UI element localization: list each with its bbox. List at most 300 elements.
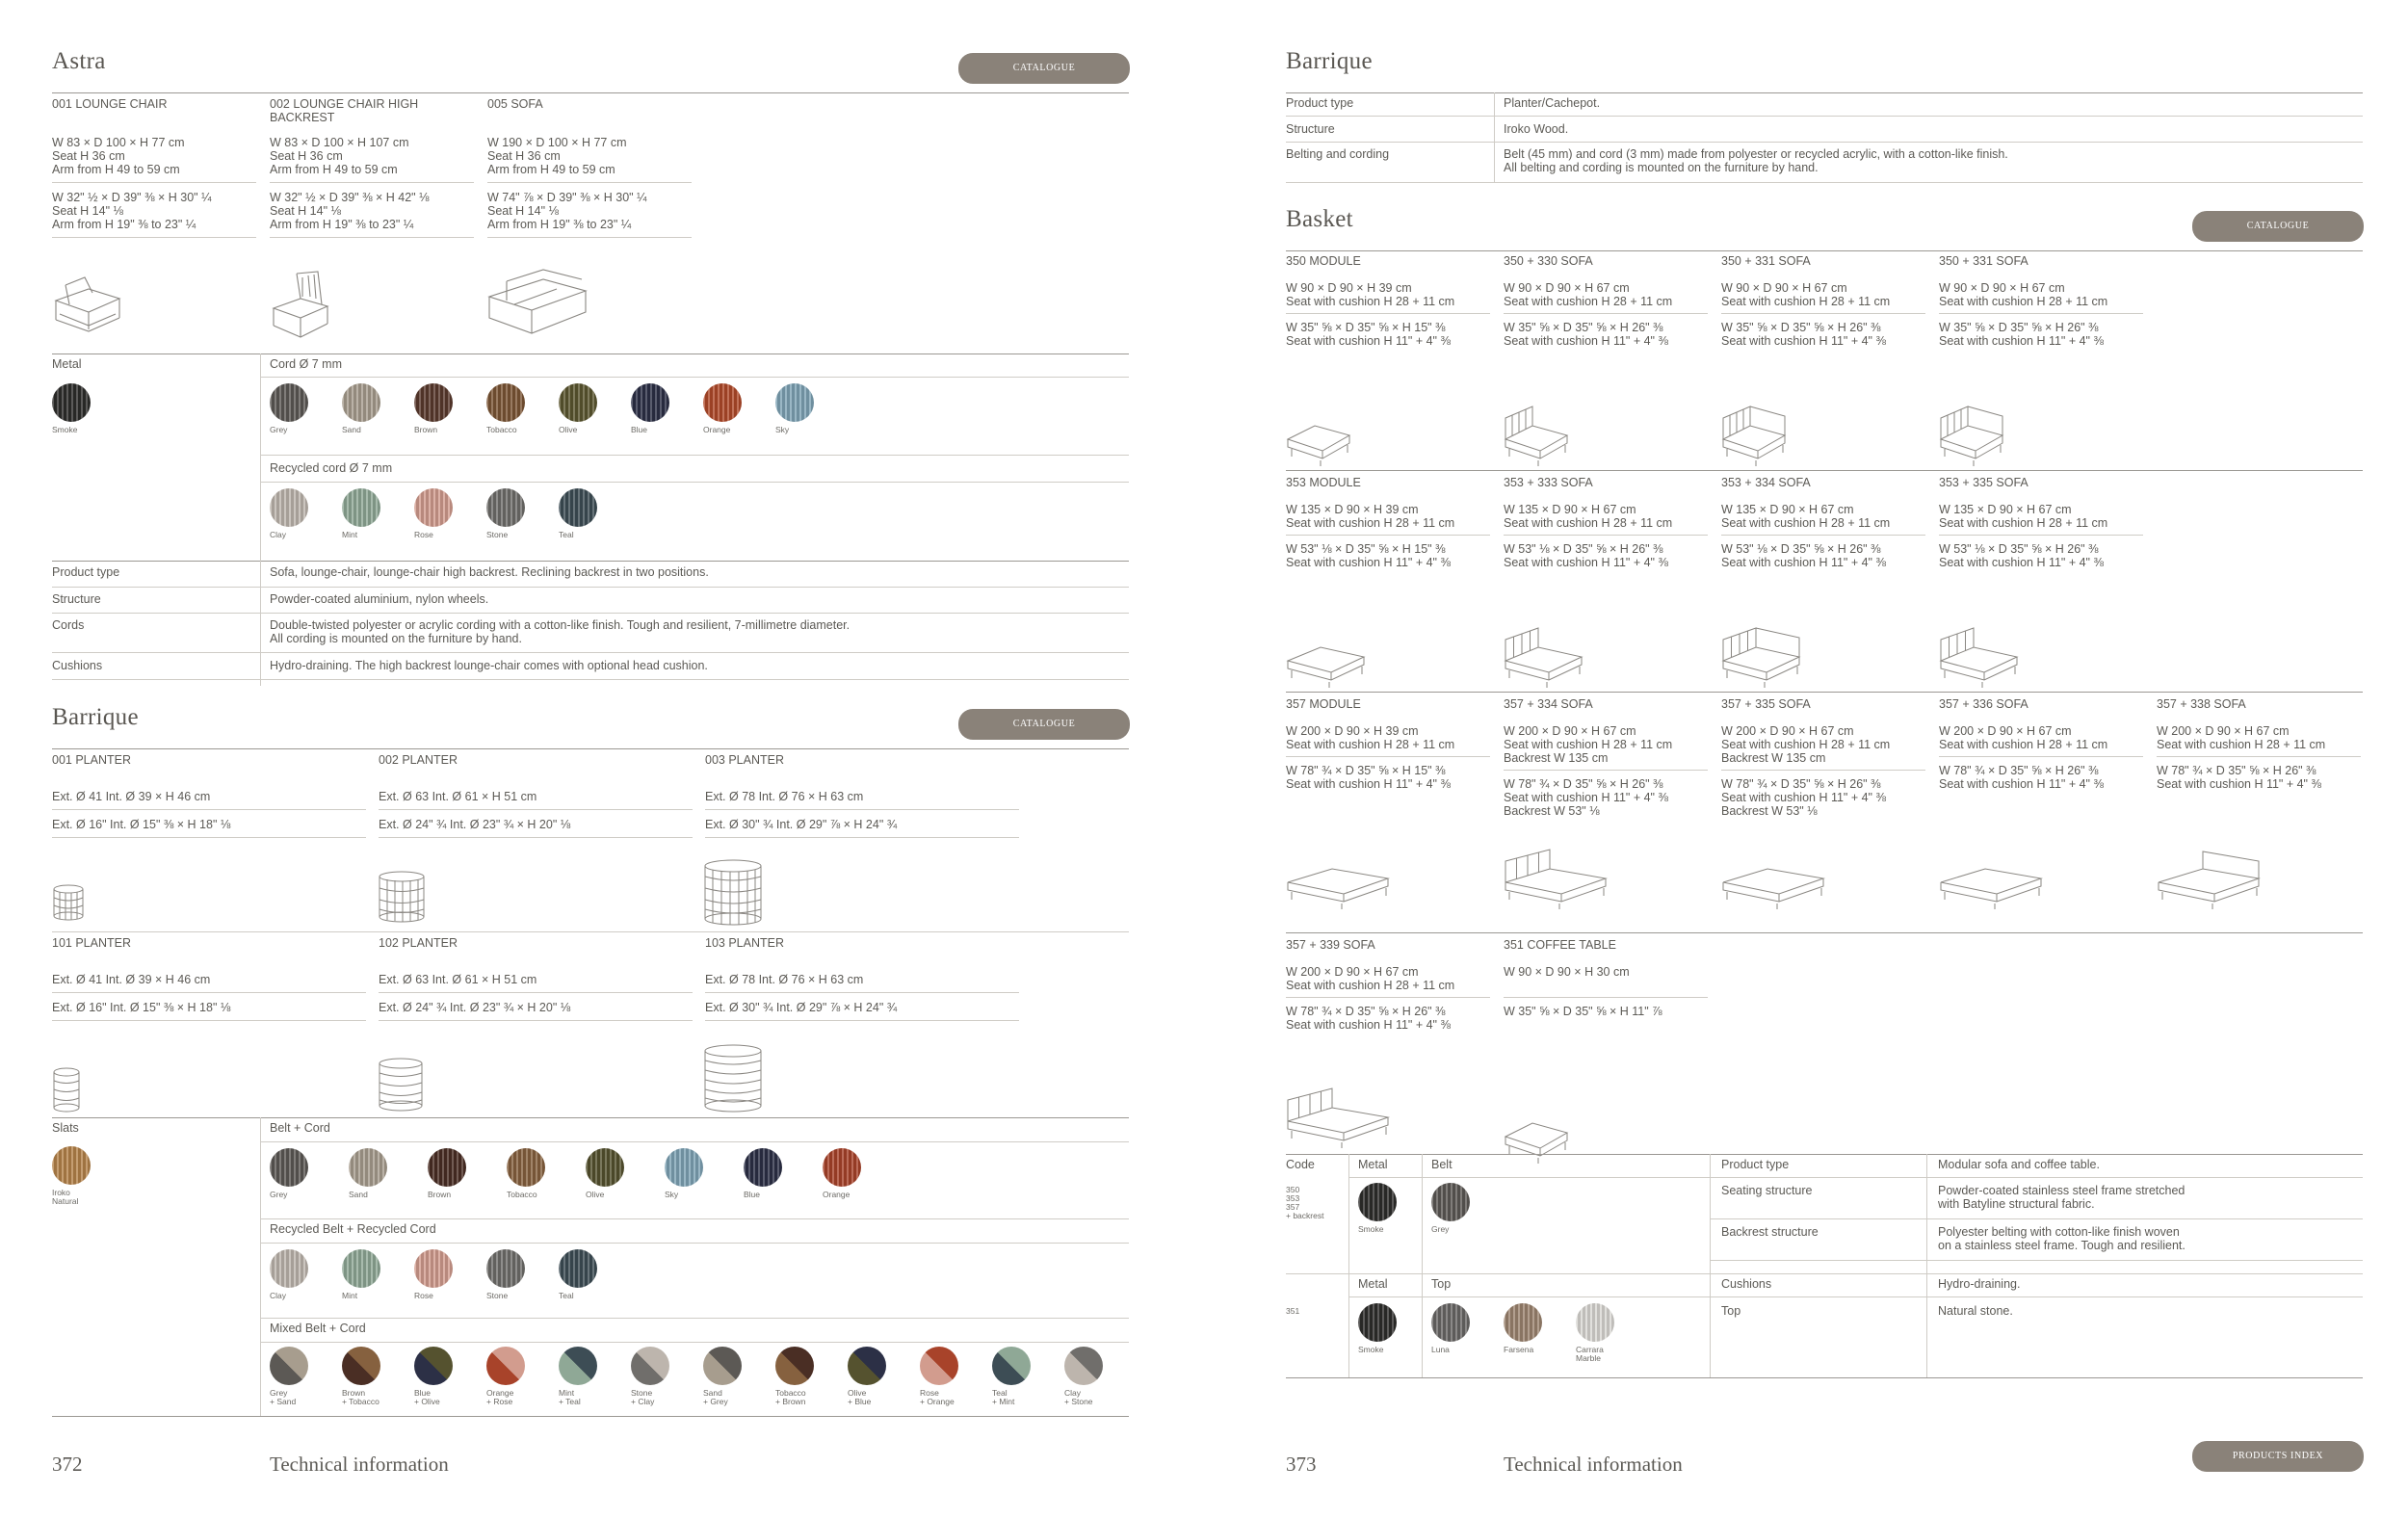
- divider: [705, 992, 1019, 993]
- color-swatch[interactable]: [848, 1347, 886, 1385]
- dim-metric: W 200 × D 90 × H 67 cm: [1504, 724, 1636, 738]
- swatch-label: + Brown: [775, 1397, 806, 1406]
- spec-key: Top: [1721, 1304, 1741, 1318]
- color-swatch[interactable]: [270, 1347, 308, 1385]
- swatch-label: Smoke: [52, 425, 78, 434]
- dim-imperial: W 78" ¾ × D 35" ⅝ × H 26" ⅜: [2157, 764, 2316, 777]
- sofa-illustration: [2157, 840, 2263, 913]
- swatch-label: + Blue: [848, 1397, 872, 1406]
- spec-key: Cushions: [52, 659, 103, 672]
- dim-imperial: Ext. Ø 30" ¾ Int. Ø 29" ⅞ × H 24" ¾: [705, 1001, 898, 1014]
- dim-metric: W 200 × D 90 × H 67 cm: [1286, 965, 1419, 979]
- spec-value: All cording is mounted on the furniture by hand.: [270, 632, 522, 645]
- swatch-label: + Olive: [414, 1397, 440, 1406]
- top-label: Top: [1431, 1277, 1452, 1291]
- color-swatch[interactable]: [414, 383, 453, 422]
- divider: [52, 613, 1129, 614]
- dim-metric: Seat with cushion H 28 + 11 cm: [1939, 516, 2108, 530]
- dim-metric: Seat with cushion H 28 + 11 cm: [1939, 738, 2108, 751]
- divider: [270, 237, 474, 238]
- swatch-label: Brown: [428, 1190, 452, 1199]
- dim-imperial: Seat with cushion H 11" + 4" ⅜: [1286, 777, 1451, 791]
- color-swatch[interactable]: [586, 1148, 624, 1187]
- color-swatch[interactable]: [631, 1347, 669, 1385]
- dim-imperial: W 35" ⅝ × D 35" ⅝ × H 11" ⅞: [1504, 1005, 1662, 1018]
- product-name: 002 PLANTER: [379, 753, 458, 767]
- color-swatch[interactable]: [775, 1347, 814, 1385]
- color-swatch[interactable]: [703, 1347, 742, 1385]
- color-swatch[interactable]: [270, 383, 308, 422]
- dim-imperial: Seat H 14" ⅛: [52, 204, 123, 218]
- swatch-label: Orange: [703, 425, 731, 434]
- footer-title: Technical information: [1504, 1453, 1683, 1476]
- divider: [379, 1020, 693, 1021]
- color-swatch[interactable]: [342, 1249, 380, 1288]
- swatch-label: Rose: [414, 1291, 433, 1300]
- divider: [52, 1020, 366, 1021]
- dim-metric: Seat with cushion H 28 + 11 cm: [1504, 516, 1673, 530]
- dim-imperial: W 32" ½ × D 39" ⅜ × H 30" ¼: [52, 191, 212, 204]
- divider: [1348, 1154, 1349, 1377]
- color-swatch[interactable]: [342, 488, 380, 527]
- product-name: 353 + 335 SOFA: [1939, 476, 2028, 489]
- spec-key: Belting and cording: [1286, 147, 1390, 161]
- spec-value: Double-twisted polyester or acrylic cording with a cotton-like finish. Tough and resilient, 7-millimetre diameter.: [270, 618, 851, 632]
- divider: [1710, 1218, 2363, 1219]
- sofa-illustration: [1939, 618, 2021, 692]
- color-swatch[interactable]: [486, 1347, 525, 1385]
- swatch-label: Teal: [559, 1291, 574, 1300]
- dim-metric: Seat H 36 cm: [52, 149, 125, 163]
- swatch-label: Luna: [1431, 1345, 1450, 1354]
- swatch-label: Blue: [414, 1388, 432, 1398]
- swatch-label: Marble: [1576, 1353, 1601, 1363]
- product-code: + backrest: [1286, 1211, 1324, 1220]
- spec-key: Structure: [1286, 122, 1335, 136]
- dim-imperial: Ext. Ø 24" ¾ Int. Ø 23" ¾ × H 20" ⅛: [379, 818, 571, 831]
- divider: [1504, 997, 1708, 998]
- color-swatch[interactable]: [559, 1347, 597, 1385]
- color-swatch[interactable]: [342, 383, 380, 422]
- divider: [487, 237, 692, 238]
- dim-metric: W 200 × D 90 × H 39 cm: [1286, 724, 1419, 738]
- divider: [1286, 182, 2363, 183]
- divider: [1286, 932, 2363, 933]
- divider: [1286, 116, 2363, 117]
- footer-title: Technical information: [270, 1453, 449, 1476]
- product-name: BACKREST: [270, 111, 335, 124]
- color-swatch[interactable]: [1064, 1347, 1103, 1385]
- product-name: 357 + 339 SOFA: [1286, 938, 1375, 952]
- color-swatch[interactable]: [665, 1148, 703, 1187]
- divider: [52, 837, 366, 838]
- dim-metric: Seat with cushion H 28 + 11 cm: [1939, 295, 2108, 308]
- dim-imperial: Seat with cushion H 11" + 4" ⅜: [1504, 334, 1668, 348]
- swatch-label: Mint: [559, 1388, 575, 1398]
- basket-catalogue-button[interactable]: CATALOGUE: [2192, 211, 2364, 242]
- swatch-label: Olive: [586, 1190, 605, 1199]
- divider: [52, 652, 1129, 653]
- dim-imperial: Seat with cushion H 11" + 4" ⅜: [1721, 791, 1886, 804]
- divider: [487, 182, 692, 183]
- astra-catalogue-button[interactable]: CATALOGUE: [958, 53, 1130, 84]
- dim-imperial: W 53" ⅛ × D 35" ⅝ × H 26" ⅜: [1939, 542, 2099, 556]
- dim-imperial: Seat with cushion H 11" + 4" ⅜: [1286, 334, 1451, 348]
- product-name: 001 LOUNGE CHAIR: [52, 97, 168, 111]
- dim-metric: W 200 × D 90 × H 67 cm: [1721, 724, 1854, 738]
- dim-metric: Ext. Ø 78 Int. Ø 76 × H 63 cm: [705, 790, 864, 803]
- divider: [1721, 770, 1925, 771]
- dim-imperial: Seat H 14" ⅛: [487, 204, 559, 218]
- planter-tall-large-illustration: [703, 1044, 763, 1113]
- planter-medium-illustration: [378, 871, 426, 925]
- product-name: 101 PLANTER: [52, 936, 131, 950]
- spec-value: Modular sofa and coffee table.: [1938, 1158, 2100, 1171]
- spec-value: Hydro-draining.: [1938, 1277, 2021, 1291]
- color-swatch[interactable]: [486, 488, 525, 527]
- divider: [1286, 535, 1490, 536]
- divider: [1721, 313, 1925, 314]
- spec-value: Hydro-draining. The high backrest lounge-chair comes with optional head cushion.: [270, 659, 708, 672]
- product-illustration: [1504, 618, 1585, 696]
- divider: [1721, 535, 1925, 536]
- dim-imperial: Seat H 14" ⅛: [270, 204, 341, 218]
- color-swatch[interactable]: [342, 1347, 380, 1385]
- color-swatch[interactable]: [486, 383, 525, 422]
- dim-imperial: Seat with cushion H 11" + 4" ⅜: [2157, 777, 2321, 791]
- color-swatch[interactable]: [1504, 1303, 1542, 1342]
- divider: [1710, 1296, 2363, 1297]
- product-name: 350 + 330 SOFA: [1504, 254, 1593, 268]
- product-name: 353 + 333 SOFA: [1504, 476, 1593, 489]
- color-swatch[interactable]: [559, 1249, 597, 1288]
- sofa-illustration: [1504, 618, 1585, 692]
- swatch-label: Natural: [52, 1196, 79, 1206]
- sofa-illustration: [485, 258, 591, 345]
- spec-value: on a stainless steel frame. Tough and resilient.: [1938, 1239, 2186, 1252]
- swatch-label: Teal: [992, 1388, 1008, 1398]
- divider: [1286, 756, 1490, 757]
- color-swatch[interactable]: [631, 383, 669, 422]
- sofa-illustration: [1286, 840, 1392, 913]
- dim-metric: W 135 × D 90 × H 67 cm: [1721, 503, 1854, 516]
- products-index-button[interactable]: PRODUCTS INDEX: [2192, 1441, 2364, 1472]
- metal-label: Metal: [1358, 1277, 1388, 1291]
- divider: [260, 377, 1129, 378]
- dim-imperial: W 78" ¾ × D 35" ⅝ × H 26" ⅜: [1286, 1005, 1446, 1018]
- color-swatch[interactable]: [52, 383, 91, 422]
- color-swatch[interactable]: [428, 1148, 466, 1187]
- spec-value: Powder-coated stainless steel frame stretched: [1938, 1184, 2186, 1197]
- dim-metric: W 135 × D 90 × H 39 cm: [1286, 503, 1419, 516]
- swatch-label: + Orange: [920, 1397, 955, 1406]
- belt-label: Belt: [1431, 1158, 1453, 1171]
- divider: [379, 837, 693, 838]
- product-code: 353: [1286, 1193, 1300, 1203]
- dim-imperial: W 78" ¾ × D 35" ⅝ × H 26" ⅜: [1504, 777, 1663, 791]
- sofa-illustration: [1286, 618, 1368, 692]
- color-swatch[interactable]: [1576, 1303, 1614, 1342]
- product-illustration: [1504, 397, 1571, 475]
- divider: [1286, 692, 2363, 693]
- color-swatch[interactable]: [52, 1146, 91, 1185]
- swatch-label: + Sand: [270, 1397, 297, 1406]
- swatch-label: Tobacco: [486, 425, 517, 434]
- barrique-catalogue-button[interactable]: CATALOGUE: [958, 709, 1130, 740]
- swatch-label: Grey: [270, 425, 288, 434]
- dim-imperial: W 53" ⅛ × D 35" ⅝ × H 26" ⅜: [1504, 542, 1663, 556]
- dim-metric: W 90 × D 90 × H 30 cm: [1504, 965, 1630, 979]
- dim-imperial: Arm from H 19" ⅜ to 23" ¼: [52, 218, 196, 231]
- dim-metric: W 90 × D 90 × H 67 cm: [1504, 281, 1630, 295]
- swatch-label: Tobacco: [507, 1190, 537, 1199]
- page-number: 373: [1286, 1453, 1317, 1476]
- sofa-illustration: [1504, 1094, 1571, 1167]
- dim-metric: Seat with cushion H 28 + 11 cm: [1286, 295, 1455, 308]
- product-illustration: [1939, 397, 2006, 475]
- divider: [52, 237, 256, 238]
- spec-value: with Batyline structural fabric.: [1938, 1197, 2095, 1211]
- divider: [1286, 1273, 2363, 1274]
- planter-tall-small-illustration: [52, 1067, 81, 1113]
- divider: [1939, 313, 2143, 314]
- dim-metric: W 190 × D 100 × H 77 cm: [487, 136, 627, 149]
- dim-imperial: Arm from H 19" ⅜ to 23" ¼: [487, 218, 632, 231]
- product-illustration: [1939, 618, 2021, 696]
- lounge-chair-illustration: [50, 272, 127, 349]
- divider: [1348, 1296, 1710, 1297]
- dim-metric: Seat H 36 cm: [270, 149, 343, 163]
- color-swatch[interactable]: [703, 383, 742, 422]
- divider: [1710, 1260, 2363, 1261]
- swatch-label: Grey: [270, 1388, 288, 1398]
- dim-metric: W 200 × D 90 × H 67 cm: [1939, 724, 2072, 738]
- swatch-label: Tobacco: [775, 1388, 806, 1398]
- divider: [260, 561, 261, 679]
- dim-metric: Arm from H 49 to 59 cm: [487, 163, 615, 176]
- product-name: 102 PLANTER: [379, 936, 458, 950]
- color-swatch[interactable]: [270, 1148, 308, 1187]
- color-swatch[interactable]: [414, 488, 453, 527]
- dim-imperial: Ext. Ø 16" Int. Ø 15" ⅜ × H 18" ⅛: [52, 818, 231, 831]
- product-illustration: [1721, 840, 1827, 918]
- dim-imperial: Backrest W 53" ⅛: [1721, 804, 1818, 818]
- swatch-label: Sky: [665, 1190, 679, 1199]
- spec-key: Backrest structure: [1721, 1225, 1819, 1239]
- divider: [1926, 1154, 1927, 1377]
- product-name: 353 MODULE: [1286, 476, 1361, 489]
- product-illustration: [1286, 618, 1368, 696]
- product-name: 351 COFFEE TABLE: [1504, 938, 1616, 952]
- spec-value: All belting and cording is mounted on the furniture by hand.: [1504, 161, 1819, 174]
- color-swatch[interactable]: [414, 1347, 453, 1385]
- product-name: 357 + 338 SOFA: [2157, 697, 2246, 711]
- divider: [270, 182, 474, 183]
- dim-metric: Backrest W 135 cm: [1721, 751, 1826, 765]
- dim-imperial: W 53" ⅛ × D 35" ⅝ × H 15" ⅜: [1286, 542, 1446, 556]
- divider: [2157, 756, 2361, 757]
- divider: [1286, 470, 2363, 471]
- swatch-label: Teal: [559, 530, 574, 539]
- swatch-label: Sand: [349, 1190, 368, 1199]
- color-swatch[interactable]: [486, 1249, 525, 1288]
- basket-title: Basket: [1286, 206, 1353, 232]
- divider: [1286, 250, 2363, 251]
- divider: [260, 1218, 1129, 1219]
- dim-imperial: Seat with cushion H 11" + 4" ⅜: [1939, 556, 2104, 569]
- dim-metric: Seat with cushion H 28 + 11 cm: [1721, 738, 1891, 751]
- divider: [1504, 313, 1708, 314]
- cord-label: Cord Ø 7 mm: [270, 357, 343, 371]
- dim-metric: Seat with cushion H 28 + 11 cm: [1286, 516, 1455, 530]
- dim-imperial: Seat with cushion H 11" + 4" ⅜: [1504, 791, 1668, 804]
- product-illustration: [1286, 840, 1392, 918]
- planter-tall-medium-illustration: [378, 1058, 424, 1113]
- swatch-label: Carrara: [1576, 1345, 1604, 1354]
- barrique-title: Barrique: [52, 704, 139, 730]
- divider: [52, 992, 366, 993]
- recycled-cord-label: Recycled cord Ø 7 mm: [270, 461, 393, 475]
- dim-metric: W 200 × D 90 × H 67 cm: [2157, 724, 2290, 738]
- divider: [260, 1318, 1129, 1319]
- swatch-label: Clay: [270, 1291, 287, 1300]
- color-swatch[interactable]: [823, 1148, 861, 1187]
- swatch-label: Orange: [823, 1190, 851, 1199]
- divider: [1286, 1377, 2363, 1378]
- swatch-label: Sand: [703, 1388, 722, 1398]
- swatch-label: Farsena: [1504, 1345, 1534, 1354]
- divider: [1504, 770, 1708, 771]
- recycled-belt-label: Recycled Belt + Recycled Cord: [270, 1222, 436, 1236]
- dim-imperial: W 78" ¾ × D 35" ⅝ × H 26" ⅜: [1939, 764, 2099, 777]
- divider: [1710, 1177, 2363, 1178]
- spec-key: Seating structure: [1721, 1184, 1813, 1197]
- product-illustration: [1939, 840, 2045, 918]
- divider: [260, 1141, 1129, 1142]
- dim-imperial: W 35" ⅝ × D 35" ⅝ × H 26" ⅜: [1939, 321, 2099, 334]
- divider: [1939, 756, 2143, 757]
- product-name: 002 LOUNGE CHAIR HIGH: [270, 97, 419, 111]
- product-name: 353 + 334 SOFA: [1721, 476, 1811, 489]
- swatch-label: Grey: [270, 1190, 288, 1199]
- dim-metric: W 90 × D 90 × H 39 cm: [1286, 281, 1412, 295]
- dim-imperial: Seat with cushion H 11" + 4" ⅜: [1939, 777, 2104, 791]
- spec-value: Polyester belting with cotton-like finish woven: [1938, 1225, 2180, 1239]
- dim-metric: Arm from H 49 to 59 cm: [270, 163, 398, 176]
- dim-metric: W 135 × D 90 × H 67 cm: [1504, 503, 1636, 516]
- color-swatch[interactable]: [775, 383, 814, 422]
- divider: [705, 837, 1019, 838]
- dim-metric: Seat with cushion H 28 + 11 cm: [1504, 295, 1673, 308]
- dim-metric: Ext. Ø 63 Int. Ø 61 × H 51 cm: [379, 790, 537, 803]
- spec-value: Belt (45 mm) and cord (3 mm) made from polyester or recycled acrylic, with a cotton-like finish.: [1504, 147, 2008, 161]
- color-swatch[interactable]: [559, 488, 597, 527]
- color-swatch[interactable]: [1358, 1303, 1397, 1342]
- swatch-label: Clay: [1064, 1388, 1082, 1398]
- spec-value: Iroko Wood.: [1504, 122, 1569, 136]
- dim-imperial: W 78" ¾ × D 35" ⅝ × H 26" ⅜: [1721, 777, 1881, 791]
- swatch-label: + Clay: [631, 1397, 655, 1406]
- dim-imperial: Ext. Ø 30" ¾ Int. Ø 29" ⅞ × H 24" ¾: [705, 818, 898, 831]
- sofa-illustration: [1504, 840, 1610, 913]
- swatch-label: + Tobacco: [342, 1397, 380, 1406]
- color-swatch[interactable]: [349, 1148, 387, 1187]
- product-name: 350 + 331 SOFA: [1721, 254, 1811, 268]
- swatch-label: Blue: [631, 425, 648, 434]
- dim-imperial: W 35" ⅝ × D 35" ⅝ × H 26" ⅜: [1504, 321, 1663, 334]
- dim-metric: W 90 × D 90 × H 67 cm: [1939, 281, 2065, 295]
- product-name: 357 + 336 SOFA: [1939, 697, 2028, 711]
- swatch-label: + Stone: [1064, 1397, 1093, 1406]
- color-swatch[interactable]: [559, 383, 597, 422]
- lounge-chair-high-illustration: [268, 270, 335, 347]
- color-swatch[interactable]: [270, 488, 308, 527]
- color-swatch[interactable]: [1358, 1183, 1397, 1221]
- dim-imperial: W 74" ⅞ × D 39" ⅜ × H 30" ¼: [487, 191, 647, 204]
- sofa-illustration: [1721, 397, 1789, 470]
- spec-value: Natural stone.: [1938, 1304, 2013, 1318]
- slats-label: Slats: [52, 1121, 79, 1135]
- color-swatch[interactable]: [744, 1148, 782, 1187]
- divider: [1286, 997, 1490, 998]
- swatch-label: + Rose: [486, 1397, 513, 1406]
- product-name: 357 + 334 SOFA: [1504, 697, 1593, 711]
- dim-imperial: Seat with cushion H 11" + 4" ⅜: [1939, 334, 2104, 348]
- planter-large-illustration: [703, 859, 763, 927]
- astra-title: Astra: [52, 48, 106, 74]
- product-name: 357 MODULE: [1286, 697, 1361, 711]
- divider: [1286, 1154, 2363, 1155]
- code-label: Code: [1286, 1158, 1315, 1171]
- color-swatch[interactable]: [507, 1148, 545, 1187]
- color-swatch[interactable]: [920, 1347, 958, 1385]
- color-swatch[interactable]: [992, 1347, 1031, 1385]
- divider: [1286, 92, 2363, 93]
- divider: [1710, 1154, 1711, 1377]
- sofa-illustration: [1939, 397, 2006, 470]
- spec-key: Product type: [1286, 96, 1354, 110]
- spec-key: Cords: [52, 618, 85, 632]
- dim-metric: W 135 × D 90 × H 67 cm: [1939, 503, 2072, 516]
- spec-key: Product type: [1721, 1158, 1790, 1171]
- color-swatch[interactable]: [1431, 1303, 1470, 1342]
- product-illustration: [1504, 840, 1610, 918]
- color-swatch[interactable]: [270, 1249, 308, 1288]
- divider: [1939, 535, 2143, 536]
- product-illustration: [1504, 1094, 1571, 1172]
- swatch-label: Brown: [342, 1388, 366, 1398]
- dim-metric: Arm from H 49 to 59 cm: [52, 163, 180, 176]
- spec-key: Cushions: [1721, 1277, 1772, 1291]
- swatch-label: Stone: [486, 1291, 509, 1300]
- product-name: 005 SOFA: [487, 97, 543, 111]
- divider: [52, 809, 366, 810]
- divider: [379, 809, 693, 810]
- divider: [52, 182, 256, 183]
- swatch-label: Olive: [559, 425, 578, 434]
- product-illustration: [1286, 1079, 1392, 1157]
- spec-value: Powder-coated aluminium, nylon wheels.: [270, 592, 489, 606]
- dim-imperial: W 78" ¾ × D 35" ⅝ × H 15" ⅜: [1286, 764, 1446, 777]
- color-swatch[interactable]: [1431, 1183, 1470, 1221]
- divider: [52, 679, 1129, 680]
- swatch-label: Orange: [486, 1388, 514, 1398]
- swatch-label: Stone: [486, 530, 509, 539]
- swatch-label: Mint: [342, 1291, 358, 1300]
- sofa-illustration: [1504, 397, 1571, 470]
- dim-metric: Seat with cushion H 28 + 11 cm: [1504, 738, 1673, 751]
- color-swatch[interactable]: [414, 1249, 453, 1288]
